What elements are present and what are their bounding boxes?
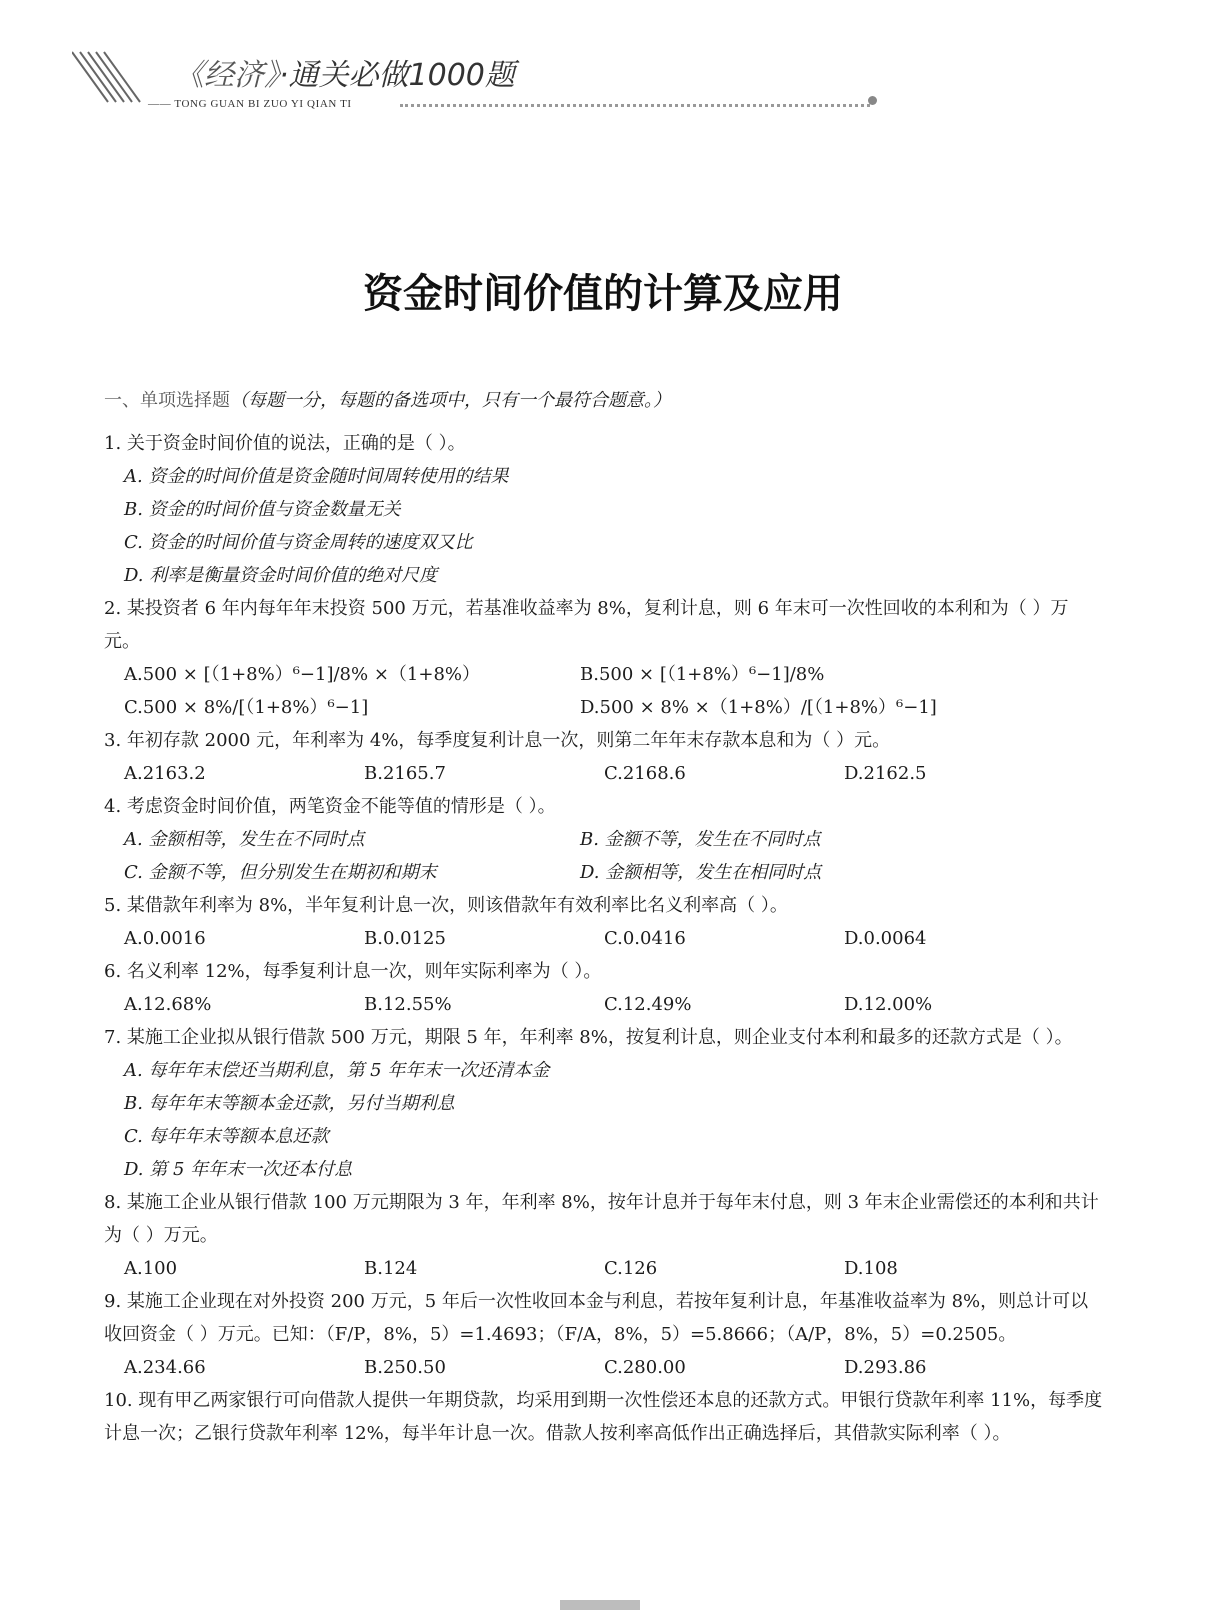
option-row bbox=[104, 988, 1104, 1021]
option-b: B.124 bbox=[364, 1258, 418, 1279]
running-header bbox=[72, 46, 892, 116]
question-1 bbox=[104, 427, 1104, 592]
dotted-rule bbox=[400, 104, 870, 107]
question-9 bbox=[104, 1285, 1104, 1384]
option-d: D.2162.5 bbox=[844, 763, 927, 784]
question-stem: 3. 年初存款 2000 元，年利率为 4%，每季度复利计息一次，则第二年年末存款本息和为（ ）元。 bbox=[104, 730, 891, 751]
option-row bbox=[104, 922, 1104, 955]
question-stem: 2. 某投资者 6 年内每年年末投资 500 万元，若基准收益率为 8%，复利计息，则 6 年末可一次性回收的本利和为（ ）万元。 bbox=[104, 598, 1069, 652]
option-c: C. 每年年末等额本息还款 bbox=[124, 1126, 329, 1147]
option-a: A.234.66 bbox=[124, 1357, 206, 1378]
option-a: A. 金额相等，发生在不同时点 bbox=[124, 829, 365, 850]
rule-end-dot bbox=[868, 96, 877, 105]
question-stem: 9. 某施工企业现在对外投资 200 万元，5 年后一次性收回本金与利息，若按年复利计息，年基准收益率为 8%，则总计可以收回资金（ ）万元。已知：（F/P，8%，5）=1.4693；（F/A，8%，5）=5.8666；（A/P，8%，5）=0.2505。 bbox=[104, 1291, 1089, 1345]
book-title bbox=[174, 50, 515, 94]
question-list bbox=[104, 384, 1104, 1450]
question-4 bbox=[104, 790, 1104, 889]
option-a: A.100 bbox=[124, 1258, 178, 1279]
section-note: （每题一分，每题的备选项中，只有一个最符合题意。） bbox=[230, 390, 671, 411]
option-b: B. 金额不等，发生在不同时点 bbox=[580, 829, 821, 850]
question-8 bbox=[104, 1186, 1104, 1285]
question-6 bbox=[104, 955, 1104, 1021]
option-a: A. 每年年末偿还当期利息，第 5 年年末一次还清本金 bbox=[124, 1060, 550, 1081]
stripes-decoration bbox=[72, 46, 152, 106]
question-5 bbox=[104, 889, 1104, 955]
option-b: B. 资金的时间价值与资金数量无关 bbox=[124, 499, 401, 520]
option-row bbox=[104, 691, 1104, 724]
question-stem: 8. 某施工企业从银行借款 100 万元期限为 3 年，年利率 8%，按年计息并于每年末付息，则 3 年末企业需偿还的本利和共计为（ ）万元。 bbox=[104, 1192, 1099, 1246]
option-b: B.500 × [（1+8%）⁶−1]/8% bbox=[580, 664, 825, 685]
option-c: C. 金额不等，但分别发生在期初和期末 bbox=[124, 862, 437, 883]
question-stem: 4. 考虑资金时间价值，两笔资金不能等值的情形是（ ）。 bbox=[104, 796, 556, 817]
option-d: D.0.0064 bbox=[844, 928, 927, 949]
option-a: A. 资金的时间价值是资金随时间周转使用的结果 bbox=[124, 466, 509, 487]
book-series: ·通关必做1000题 bbox=[279, 58, 515, 93]
option-c: C.126 bbox=[604, 1258, 658, 1279]
option-c: C.0.0416 bbox=[604, 928, 686, 949]
option-d: D.293.86 bbox=[844, 1357, 927, 1378]
option-d: D. 利率是衡量资金时间价值的绝对尺度 bbox=[124, 565, 438, 586]
book-name: 《经济》 bbox=[174, 58, 279, 93]
question-stem: 6. 名义利率 12%，每季复利计息一次，则年实际利率为（ ）。 bbox=[104, 961, 602, 982]
option-row bbox=[104, 823, 1104, 856]
option-c: C.500 × 8%/[（1+8%）⁶−1] bbox=[124, 697, 369, 718]
question-7 bbox=[104, 1021, 1104, 1186]
option-b: B.0.0125 bbox=[364, 928, 446, 949]
option-b: B. 每年年末等额本金还款，另付当期利息 bbox=[124, 1093, 455, 1114]
question-stem: 5. 某借款年利率为 8%，半年复利计息一次，则该借款年有效利率比名义利率高（ ）。 bbox=[104, 895, 788, 916]
option-c: C. 资金的时间价值与资金周转的速度双又比 bbox=[124, 532, 473, 553]
option-d: D. 金额相等，发生在相同时点 bbox=[580, 862, 822, 883]
option-row bbox=[104, 1252, 1104, 1285]
option-b: B.2165.7 bbox=[364, 763, 446, 784]
option-b: B.250.50 bbox=[364, 1357, 446, 1378]
option-d: D.12.00% bbox=[844, 994, 933, 1015]
page-title: 资金时间价值的计算及应用 bbox=[363, 271, 843, 317]
section-label: 一、单项选择题 bbox=[104, 390, 230, 411]
option-c: C.2168.6 bbox=[604, 763, 686, 784]
question-stem: 10. 现有甲乙两家银行可向借款人提供一年期贷款，均采用到期一次性偿还本息的还款方式。甲银行贷款年利率 11%，每季度计息一次；乙银行贷款年利率 12%，每半年计息一次。借款人按利率高低作出正确选择后，其借款实际利率（ ）。 bbox=[104, 1390, 1103, 1444]
option-row bbox=[104, 1351, 1104, 1384]
option-a: A.12.68% bbox=[124, 994, 212, 1015]
option-a: A.2163.2 bbox=[124, 763, 206, 784]
option-c: C.280.00 bbox=[604, 1357, 686, 1378]
question-10 bbox=[104, 1384, 1104, 1450]
question-2 bbox=[104, 592, 1104, 724]
page-footer-bar bbox=[560, 1600, 640, 1610]
option-row bbox=[104, 658, 1104, 691]
question-3 bbox=[104, 724, 1104, 790]
option-d: D.500 × 8% ×（1+8%）/[（1+8%）⁶−1] bbox=[580, 697, 937, 718]
option-row bbox=[104, 856, 1104, 889]
question-stem: 1. 关于资金时间价值的说法，正确的是（ ）。 bbox=[104, 433, 466, 454]
option-d: D. 第 5 年年末一次还本付息 bbox=[124, 1159, 353, 1180]
option-a: A.500 × [（1+8%）⁶−1]/8% ×（1+8%） bbox=[124, 664, 481, 685]
question-stem: 7. 某施工企业拟从银行借款 500 万元，期限 5 年，年利率 8%，按复利计息，则企业支付本利和最多的还款方式是（ ）。 bbox=[104, 1027, 1073, 1048]
section-heading bbox=[104, 384, 1104, 417]
option-c: C.12.49% bbox=[604, 994, 692, 1015]
book-pinyin: —— TONG GUAN BI ZUO YI QIAN TI bbox=[148, 98, 352, 110]
option-d: D.108 bbox=[844, 1258, 898, 1279]
option-row bbox=[104, 757, 1104, 790]
option-b: B.12.55% bbox=[364, 994, 452, 1015]
option-a: A.0.0016 bbox=[124, 928, 206, 949]
